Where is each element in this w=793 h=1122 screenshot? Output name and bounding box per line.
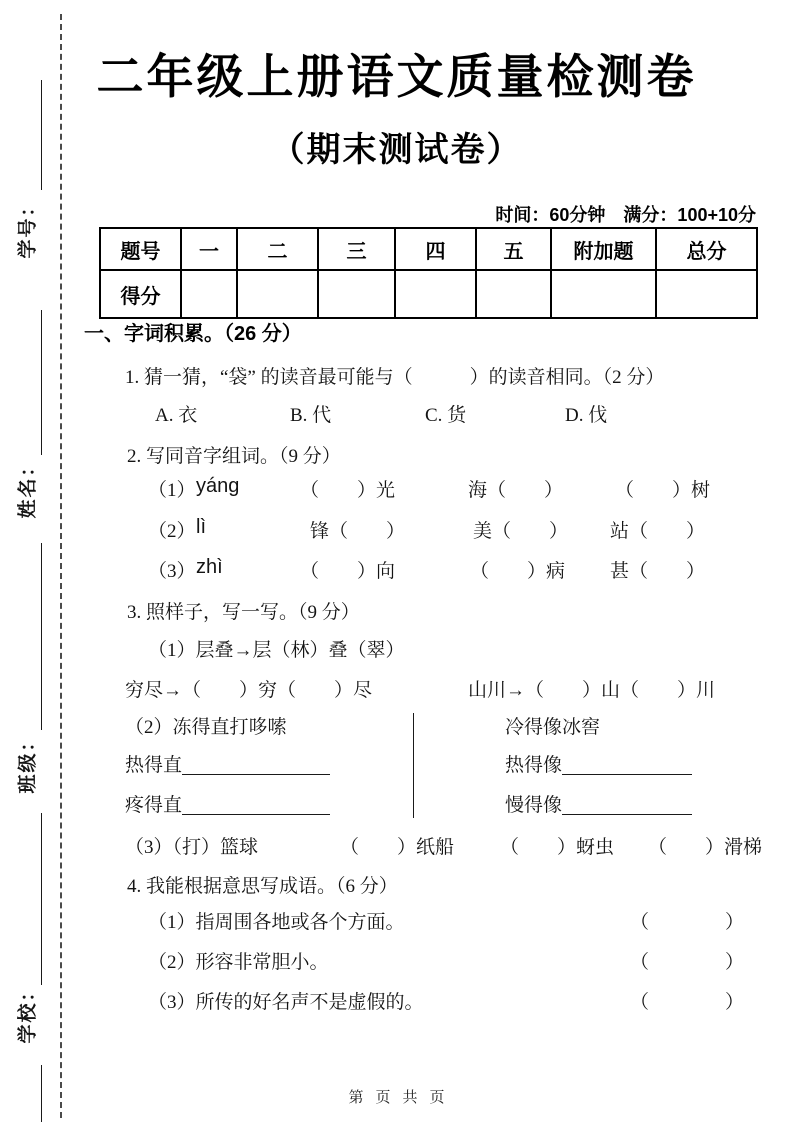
score-cell xyxy=(476,270,551,318)
score-table-header-cell: 三 xyxy=(318,228,395,270)
score-table-header-cell: 四 xyxy=(395,228,476,270)
q2-row2-pinyin: lì xyxy=(196,516,206,538)
q3-part2-row2-left: 疼得直 xyxy=(125,795,183,816)
q2-row1-pinyin: yáng xyxy=(196,475,240,497)
q1-options-row xyxy=(0,400,793,428)
q2-row1-label: （1） xyxy=(148,480,196,501)
q3-part2-row-1 xyxy=(0,750,793,778)
q3-stem: 3. 照样子，写一写。（9 分） xyxy=(127,602,360,623)
score-table-header-row xyxy=(100,228,757,270)
q4-stem: 4. 我能根据意思写成语。（6 分） xyxy=(127,876,398,897)
q1-option-c: C. 货 xyxy=(425,405,467,426)
q3-part2-row1-right-blank xyxy=(562,752,692,775)
q2-stem-row xyxy=(0,441,793,469)
q3-part2-row1-right: 热得像 xyxy=(505,755,563,776)
score-cell xyxy=(318,270,395,318)
q1-option-b: B. 代 xyxy=(290,405,332,426)
q2-row2-item-b: 美（ ） xyxy=(473,521,569,542)
q2-stem: 2. 写同音字组词。（9 分） xyxy=(127,446,341,467)
q3-stem-row xyxy=(0,597,793,625)
q2-row3-item-b: （ ）病 xyxy=(470,561,566,582)
q3-part3-item-c: （ ）蚜虫 xyxy=(500,837,615,858)
q2-row1-item-a: （ ）光 xyxy=(300,480,396,501)
q3-part1-left: 穷尽→（ ）穷（ ）尽 xyxy=(125,680,373,701)
q1-stem-row xyxy=(0,362,793,390)
q2-row2-label: （2） xyxy=(148,521,196,542)
q2-row3-pinyin: zhì xyxy=(196,556,223,578)
q2-row-2 xyxy=(0,516,793,544)
q3-part2-row1-left: 热得直 xyxy=(125,755,183,776)
q1-stem: 1. 猜一猜，“袋” 的读音最可能与（ ）的读音相同。（2 分） xyxy=(125,367,665,388)
time-and-score-info: 时间：60分钟 满分：100+10分 xyxy=(495,205,756,225)
q2-row3-label: （3） xyxy=(148,561,196,582)
q2-row2-item-a: 锋（ ） xyxy=(310,521,406,542)
q3-part1-example-row xyxy=(0,635,793,663)
q4-item2-text: （2）形容非常胆小。 xyxy=(148,952,329,973)
q4-stem-row xyxy=(0,871,793,899)
q3-part1-example: （1）层叠→层（林）叠（翠） xyxy=(148,640,405,661)
q2-row2-item-c: 站（ ） xyxy=(610,521,706,542)
q3-part2-example-right: 冷得像冰窖 xyxy=(505,717,601,738)
q3-part2-row2-left-blank xyxy=(182,792,330,815)
side-label-school: 学校： xyxy=(17,980,39,1044)
side-label-student-id: 学号： xyxy=(17,195,39,259)
q1-option-a: A. 衣 xyxy=(155,405,198,426)
q4-item-3 xyxy=(0,987,793,1015)
q4-item1-blank: （ ） xyxy=(630,912,745,933)
side-label-class: 班级： xyxy=(17,730,39,794)
q3-part3-item-b: （ ）纸船 xyxy=(340,837,455,858)
page-footer: 第页共页 xyxy=(348,1089,457,1106)
q4-item-2 xyxy=(0,947,793,975)
score-table-header-cell: 二 xyxy=(237,228,318,270)
q3-part1-answer-row xyxy=(0,675,793,703)
q2-row-1 xyxy=(0,475,793,503)
score-row-label: 得分 xyxy=(100,270,181,318)
q4-item3-text: （3）所传的好名声不是虚假的。 xyxy=(148,992,424,1013)
q4-item1-text: （1）指周围各地或各个方面。 xyxy=(148,912,405,933)
q2-row3-item-a: （ ）向 xyxy=(300,561,396,582)
score-table-header-cell: 五 xyxy=(476,228,551,270)
score-table-header-cell: 一 xyxy=(181,228,237,270)
q4-item-1 xyxy=(0,907,793,935)
q4-item3-blank: （ ） xyxy=(630,992,745,1013)
score-cell xyxy=(237,270,318,318)
q3-part3-item-d: （ ）滑梯 xyxy=(648,837,763,858)
q3-part3-row xyxy=(0,832,793,860)
q2-row1-item-c: （ ）树 xyxy=(615,480,711,501)
section1-heading: 一、字词积累。（26 分） xyxy=(84,323,302,345)
q3-part2-row2-right-blank xyxy=(562,792,692,815)
q2-row-3 xyxy=(0,556,793,584)
q3-part3-example: （3）（打）篮球 xyxy=(125,837,259,858)
q3-part2-example-row xyxy=(0,712,793,740)
score-cell xyxy=(181,270,237,318)
q2-row3-item-c: 甚（ ） xyxy=(610,561,706,582)
paper-title: 二年级上册语文质量检测卷 xyxy=(96,50,697,103)
q1-option-d: D. 伐 xyxy=(565,405,608,426)
score-table-header-cell: 题号 xyxy=(100,228,181,270)
score-table-score-row xyxy=(100,270,757,318)
q3-part1-right: 山川→（ ）山（ ）川 xyxy=(468,680,716,701)
score-table-header-cell: 附加题 xyxy=(551,228,656,270)
score-table-header-cell: 总分 xyxy=(656,228,757,270)
q2-row1-item-b: 海（ ） xyxy=(468,480,564,501)
side-label-name: 姓名： xyxy=(17,455,39,519)
q3-part2-row1-left-blank xyxy=(182,752,330,775)
q3-part2-row-2 xyxy=(0,790,793,818)
score-cell xyxy=(656,270,757,318)
paper-subtitle: （期末测试卷） xyxy=(270,131,523,169)
q3-part2-row2-right: 慢得像 xyxy=(505,795,563,816)
q4-item2-blank: （ ） xyxy=(630,952,745,973)
score-cell xyxy=(551,270,656,318)
score-table xyxy=(99,227,758,319)
q3-part2-example-left: （2）冻得直打哆嗦 xyxy=(125,717,287,738)
score-cell xyxy=(395,270,476,318)
